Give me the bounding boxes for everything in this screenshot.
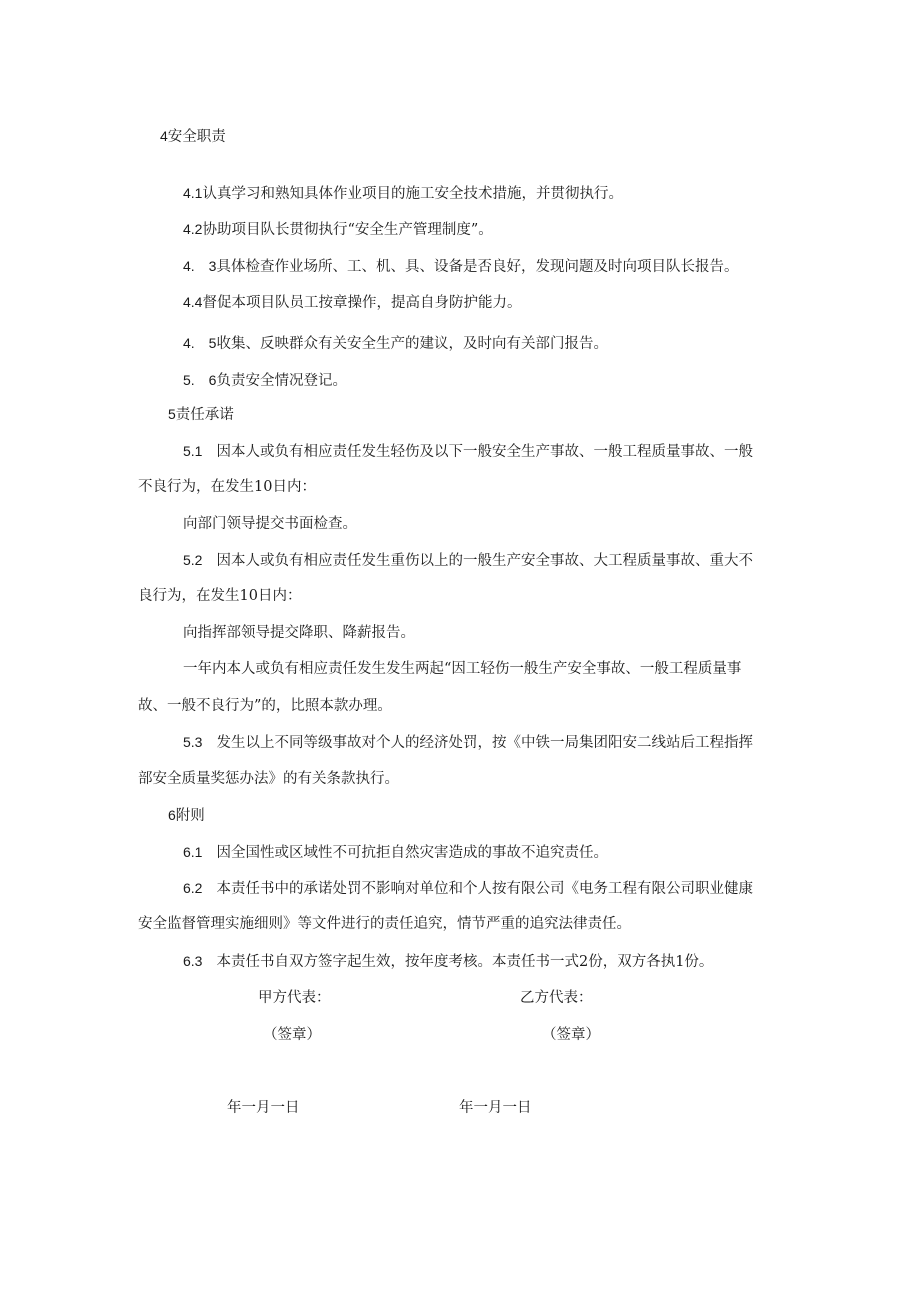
section-title: 安全职责 [167, 129, 226, 145]
item-text: 协助项目队长贯彻执行“安全生产管理制度”。 [202, 222, 493, 238]
section-4-item [183, 333, 608, 354]
paragraph-6-2-line-2: 安全监督管理实施细则》等文件进行的责任追究，情节严重的追究法律责任。 [138, 916, 631, 932]
paragraph-5-2-action: 向指挥部领导提交降职、降薪报告。 [183, 625, 415, 641]
section-title: 责任承诺 [175, 407, 234, 423]
paragraph-text: 发生以上不同等级事故对个人的经济处罚，按《中铁一局集团阳安二线站后工程指挥 [216, 735, 753, 751]
paragraph-5-3-line-1 [183, 732, 753, 753]
party-b-date: 年一月一日 [459, 1100, 532, 1116]
paragraph-6-3 [183, 951, 713, 972]
section-5-heading [168, 404, 234, 425]
item-number: 4. 3 [183, 258, 217, 274]
section-4-item [183, 370, 347, 391]
paragraph-number: 6.3 [183, 953, 203, 969]
party-a-date: 年一月一日 [227, 1100, 300, 1116]
paragraph-5-1-line-1 [183, 441, 753, 462]
paragraph-number: 6.1 [183, 844, 203, 860]
section-4-heading [160, 126, 226, 147]
paragraph-number: 5.1 [183, 443, 203, 459]
paragraph-5-2-line-2: 良行为，在发生10日内： [138, 588, 302, 604]
section-number: 5 [168, 406, 176, 422]
paragraph-5-2-line-1 [183, 550, 753, 571]
party-a-seal: （签章） [263, 1027, 321, 1043]
paragraph-text: 本责任书自双方签字起生效，按年度考核。本责任书一式2份，双方各执1份。 [216, 954, 714, 970]
paragraph-text: 因本人或负有相应责任发生轻伤及以下一般安全生产事故、一般工程质量事故、一般 [216, 444, 753, 460]
item-text: 督促本项目队员工按章操作，提高自身防护能力。 [202, 295, 522, 311]
section-number: 6 [168, 807, 176, 823]
paragraph-5-2-note-line-1: 一年内本人或负有相应责任发生发生两起“因工轻伤一般生产安全事故、一般工程质量事 [183, 661, 742, 677]
item-number: 4.4 [183, 294, 203, 310]
paragraph-5-1-line-2: 不良行为，在发生10日内： [138, 479, 316, 495]
section-4-item [183, 256, 738, 277]
paragraph-5-3-line-2: 部安全质量奖惩办法》的有关条款执行。 [138, 771, 399, 787]
item-text: 具体检查作业场所、工、机、具、设备是否良好，发现问题及时向项目队长报告。 [216, 259, 739, 275]
paragraph-text: 因本人或负有相应责任发生重伤以上的一般生产安全事故、大工程质量事故、重大不 [216, 553, 753, 569]
paragraph-5-1-action: 向部门领导提交书面检查。 [183, 516, 357, 532]
item-number: 5. 6 [183, 372, 217, 388]
item-number: 4.1 [183, 185, 203, 201]
paragraph-number: 5.2 [183, 552, 203, 568]
party-b-seal: （签章） [542, 1027, 600, 1043]
party-a-label: 甲方代表： [258, 990, 331, 1006]
paragraph-5-2-note-line-2: 故、一般不良行为”的，比照本款办理。 [138, 698, 392, 714]
section-title: 附则 [175, 808, 205, 824]
item-number: 4.2 [183, 221, 203, 237]
paragraph-number: 5.3 [183, 734, 203, 750]
paragraph-number: 6.2 [183, 880, 203, 896]
section-number: 4 [160, 128, 168, 144]
section-4-item [183, 219, 493, 240]
section-6-heading [168, 805, 205, 826]
item-text: 认真学习和熟知具体作业项目的施工安全技术措施，并贯彻执行。 [202, 186, 623, 202]
paragraph-6-2-line-1 [183, 878, 753, 899]
item-text: 收集、反映群众有关安全生产的建议，及时向有关部门报告。 [216, 336, 608, 352]
section-4-item [183, 183, 623, 204]
paragraph-text: 因全国性或区域性不可抗拒自然灾害造成的事故不追究责任。 [216, 845, 608, 861]
item-text: 负责安全情况登记。 [216, 373, 347, 389]
item-number: 4. 5 [183, 335, 217, 351]
section-4-item [183, 292, 521, 313]
party-b-label: 乙方代表： [520, 990, 593, 1006]
paragraph-6-1 [183, 842, 608, 863]
paragraph-text: 本责任书中的承诺处罚不影响对单位和个人按有限公司《电务工程有限公司职业健康 [216, 881, 753, 897]
